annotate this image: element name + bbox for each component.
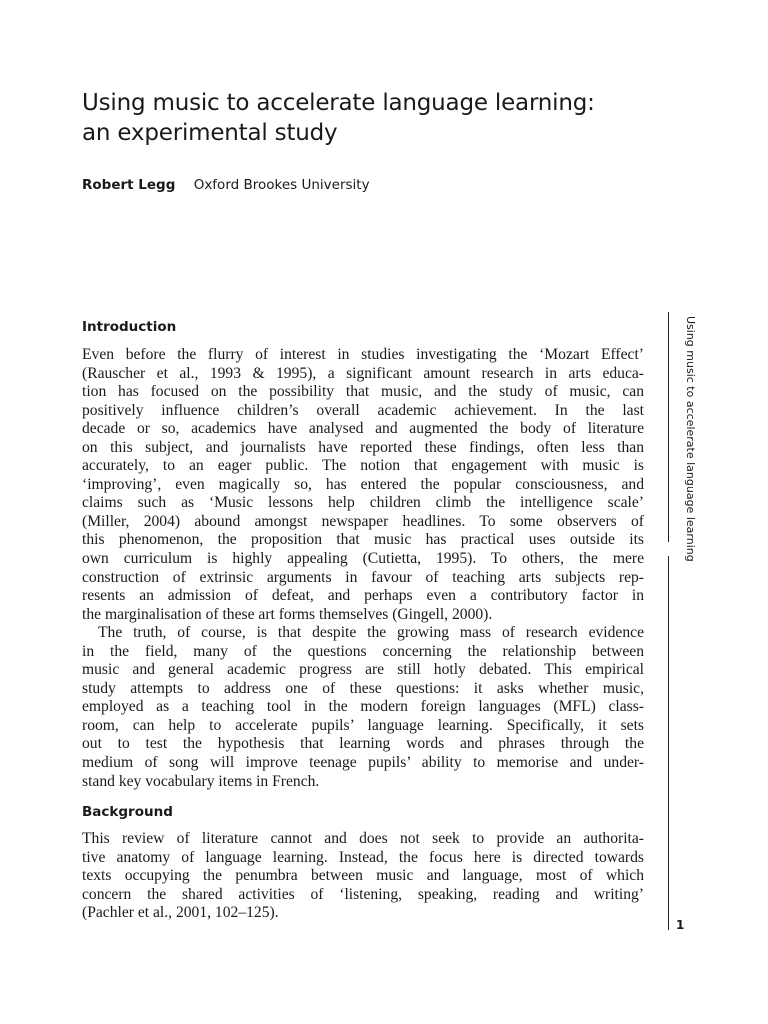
text-line: construction of extrinsic arguments in favour of teaching arts subjects rep- <box>82 568 644 586</box>
background-paragraph-1 <box>82 830 644 923</box>
section-heading-introduction: Introduction <box>82 319 177 335</box>
article-title <box>82 88 682 148</box>
page-number: 1 <box>676 918 685 932</box>
margin-rule <box>668 556 669 930</box>
text-line: in the field, many of the questions concerning the relationship between <box>82 642 644 660</box>
text-line: employed as a teaching tool in the modern foreign languages (MFL) class- <box>82 698 644 716</box>
text-line: out to test the hypothesis that learning words and phrases through the <box>82 735 644 753</box>
byline <box>82 176 370 194</box>
article-title-line-2: an experimental study <box>82 120 338 146</box>
text-line: texts occupying the penumbra between music and language, most of which <box>82 867 644 885</box>
text-line: concern the shared activities of ‘listening, speaking, reading and writing’ <box>82 885 644 903</box>
text-line: room, can help to accelerate pupils’ language learning. Specifically, it sets <box>82 716 644 734</box>
text-line: on this subject, and journalists have reported these findings, often less than <box>82 438 644 456</box>
text-line: The truth, of course, is that despite the growing mass of research evidence <box>98 624 644 642</box>
text-line: decade or so, academics have analysed and augmented the body of literature <box>82 420 644 438</box>
author-name: Robert Legg <box>82 177 176 193</box>
article-title-line-1: Using music to accelerate language learning: <box>82 90 595 116</box>
text-line: (Rauscher et al., 1993 & 1995), a significant amount research in arts educa- <box>82 364 644 382</box>
text-line: this phenomenon, the proposition that music has practical uses outside its <box>82 531 644 549</box>
text-line: (Pachler et al., 2001, 102–125). <box>82 904 279 922</box>
text-line: the marginalisation of these art forms themselves (Gingell, 2000). <box>82 605 493 623</box>
text-line: stand key vocabulary items in French. <box>82 772 320 790</box>
author-affiliation: Oxford Brookes University <box>193 177 370 193</box>
text-line: accurately, to an eager public. The notion that engagement with music is <box>82 457 644 475</box>
text-line: Even before the flurry of interest in studies investigating the ‘Mozart Effect’ <box>82 346 644 363</box>
article-body <box>82 318 644 923</box>
text-line: music and general academic progress are still hotly debated. This empirical <box>82 661 644 679</box>
text-line: ‘improving’, even magically so, has entered the popular consciousness, and <box>82 475 644 493</box>
text-line: tive anatomy of language learning. Instead, the focus here is directed towards <box>82 848 644 866</box>
text-line: claims such as ‘Music lessons help children climb the intelligence scale’ <box>82 494 644 512</box>
text-line: study attempts to address one of these questions: it asks whether music, <box>82 679 644 697</box>
text-line: tion has focused on the possibility that music, and the study of music, can <box>82 383 644 401</box>
running-head: Using music to accelerate language learning <box>684 316 697 562</box>
section-heading-background: Background <box>82 804 173 821</box>
introduction-paragraph-2 <box>82 624 644 791</box>
introduction-paragraph-1 <box>82 346 644 624</box>
text-line: medium of song will improve teenage pupils’ ability to memorise and under- <box>82 754 644 772</box>
text-line: positively influence children’s overall academic achievement. In the last <box>82 401 644 419</box>
text-line: (Miller, 2004) abound amongst newspaper headlines. To some observers of <box>82 512 644 530</box>
text-line: This review of literature cannot and does not seek to provide an authorita- <box>82 830 644 848</box>
text-line: resents an admission of defeat, and perhaps even a contributory factor in <box>82 587 644 605</box>
text-line: own curriculum is highly appealing (Cutietta, 1995). To others, the mere <box>82 550 644 568</box>
